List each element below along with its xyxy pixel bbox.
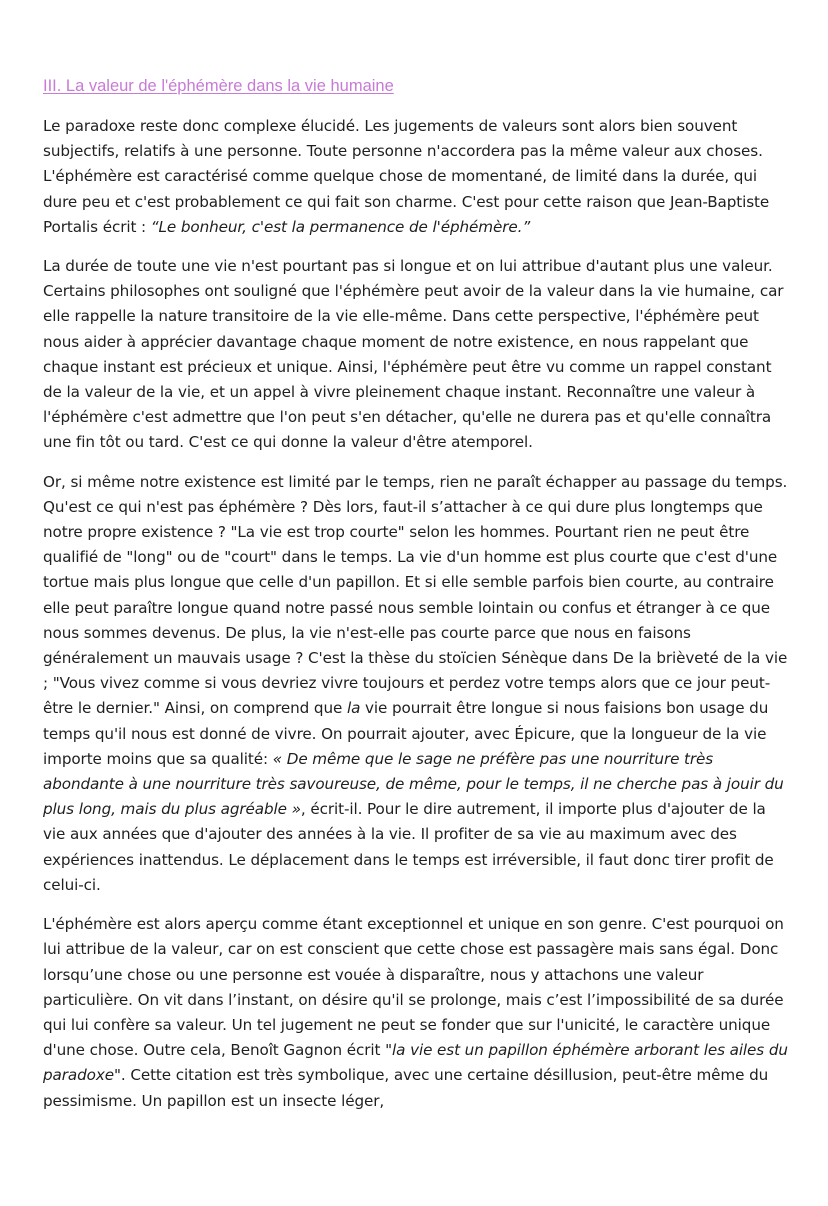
- paragraph-4-text-a: L'éphémère est alors aperçu comme étant exceptionnel et unique en son genre. C'est pourquoi on lui attribue de la valeur, car on est conscient que cette chose est passagère mais sans égal. Donc lorsqu’une chose ou une personne est vouée à disparaître, nous y attachons une valeur particulière. On vit dans l’instant, on désire qu'il se prolonge, mais c’est l’impossibilité de sa durée qui lui confère sa valeur. Un tel jugement ne peut se fonder que sur l'unicité, le caractère unique d'une chose. Outre cela, Benoît Gagnon écrit: [43, 915, 784, 1060]
- section-heading-link[interactable]: III. La valeur de l'éphémère dans la vie humaine: [43, 77, 394, 95]
- paragraph-1: [43, 114, 788, 240]
- paragraph-1-text: Le paradoxe reste donc complexe élucidé. Les jugements de valeurs sont alors bien souvent subjectifs, relatifs à une personne. Toute personne n'accordera pas la même valeur aux choses. L'éphémère est caractérisé comme quelque chose de momentané, de limité dans la durée, qui dure peu et c'est probablement ce qui fait son charme. C'est pour cette raison que Jean-Baptiste Portalis écrit :: [43, 117, 770, 236]
- epicure-quote: « De même que le sage ne préfère pas une nourriture très abondante à une nourriture très savoureuse, de même, pour le temps, il ne cherche pas à jouir du plus long, mais du plus agréable »: [43, 749, 784, 819]
- paragraph-2: [43, 254, 788, 456]
- paragraph-4: [43, 912, 788, 1114]
- gagnon-quote: "la vie est un papillon éphémère arborant les ailes du paradoxe": [43, 1041, 788, 1085]
- paragraph-3-text-a: Or, si même notre existence est limité par le temps, rien ne paraît échapper au passage du temps. Qu'est ce qui n'est pas éphémère ? Dès lors, faut-il s’attacher à ce qui dure plus longtemps que notre propre existence ? "La vie est trop courte" selon les hommes. Pourtant rien ne peut être qualifié de "long" ou de "court" dans le temps. La vie d'un homme est plus courte que c'est d'une tortue mais plus longue que celle d'un papillon. Et si elle semble parfois bien courte, au contraire elle peut paraître longue quand notre passé nous semble lointain ou confus et étranger à ce que nous sommes devenus. De plus, la vie n'est-elle pas courte parce que nous en faisons généralement un mauvais usage ? C'est la thèse du stoïcien Sénèque dans De la brièveté de la vie ; "Vous vivez comme si vous devriez vivre toujours et perdez votre temps alors que ce jour peut-être le dernier." Ainsi, on comprend que: [43, 472, 788, 718]
- paragraph-4-text-b: . Cette citation est très symbolique, avec une certaine désillusion, peut-être même du pessimisme. Un papillon est un insecte léger,: [43, 1066, 769, 1110]
- paragraph-2-text: La durée de toute une vie n'est pourtant pas si longue et on lui attribue d'autant plus une valeur. Certains philosophes ont souligné que l'éphémère peut avoir de la valeur dans la vie humaine, car elle rappelle la nature transitoire de la vie elle-même. Dans cette perspective, l'éphémère peut nous aider à apprécier davantage chaque moment de notre existence, en nous rappelant que chaque instant est précieux et unique. Ainsi, l'éphémère peut être vu comme un rappel constant de la valeur de la vie, et un appel à vivre pleinement chaque instant. Reconnaître une valeur à l'éphémère c'est admettre que l'on peut s'en détacher, qu'elle ne durera pas et qu'elle connaîtra une fin tôt ou tard. C'est ce qui donne la valeur d'être atemporel.: [43, 257, 784, 452]
- paragraph-3-text-b: vie pourrait être longue si nous faisions bon usage du temps qu'il nous est donné de vivre. On pourrait ajouter, avec Épicure, que la longueur de la vie importe moins que sa qualité:: [43, 699, 769, 768]
- portalis-quote: “Le bonheur, c'est la permanence de l'éphémère.”: [150, 217, 531, 236]
- paragraph-3: [43, 470, 788, 898]
- paragraph-3-text-c: , écrit-il. Pour le dire autrement, il importe plus d'ajouter de la vie aux années que d'ajouter des années à la vie. Il profiter de sa vie au maximum avec des expériences inattendus. Le déplacement dans le temps est irréversible, il faut donc tirer profit de celui-ci.: [43, 800, 774, 894]
- italic-word: la: [346, 699, 361, 718]
